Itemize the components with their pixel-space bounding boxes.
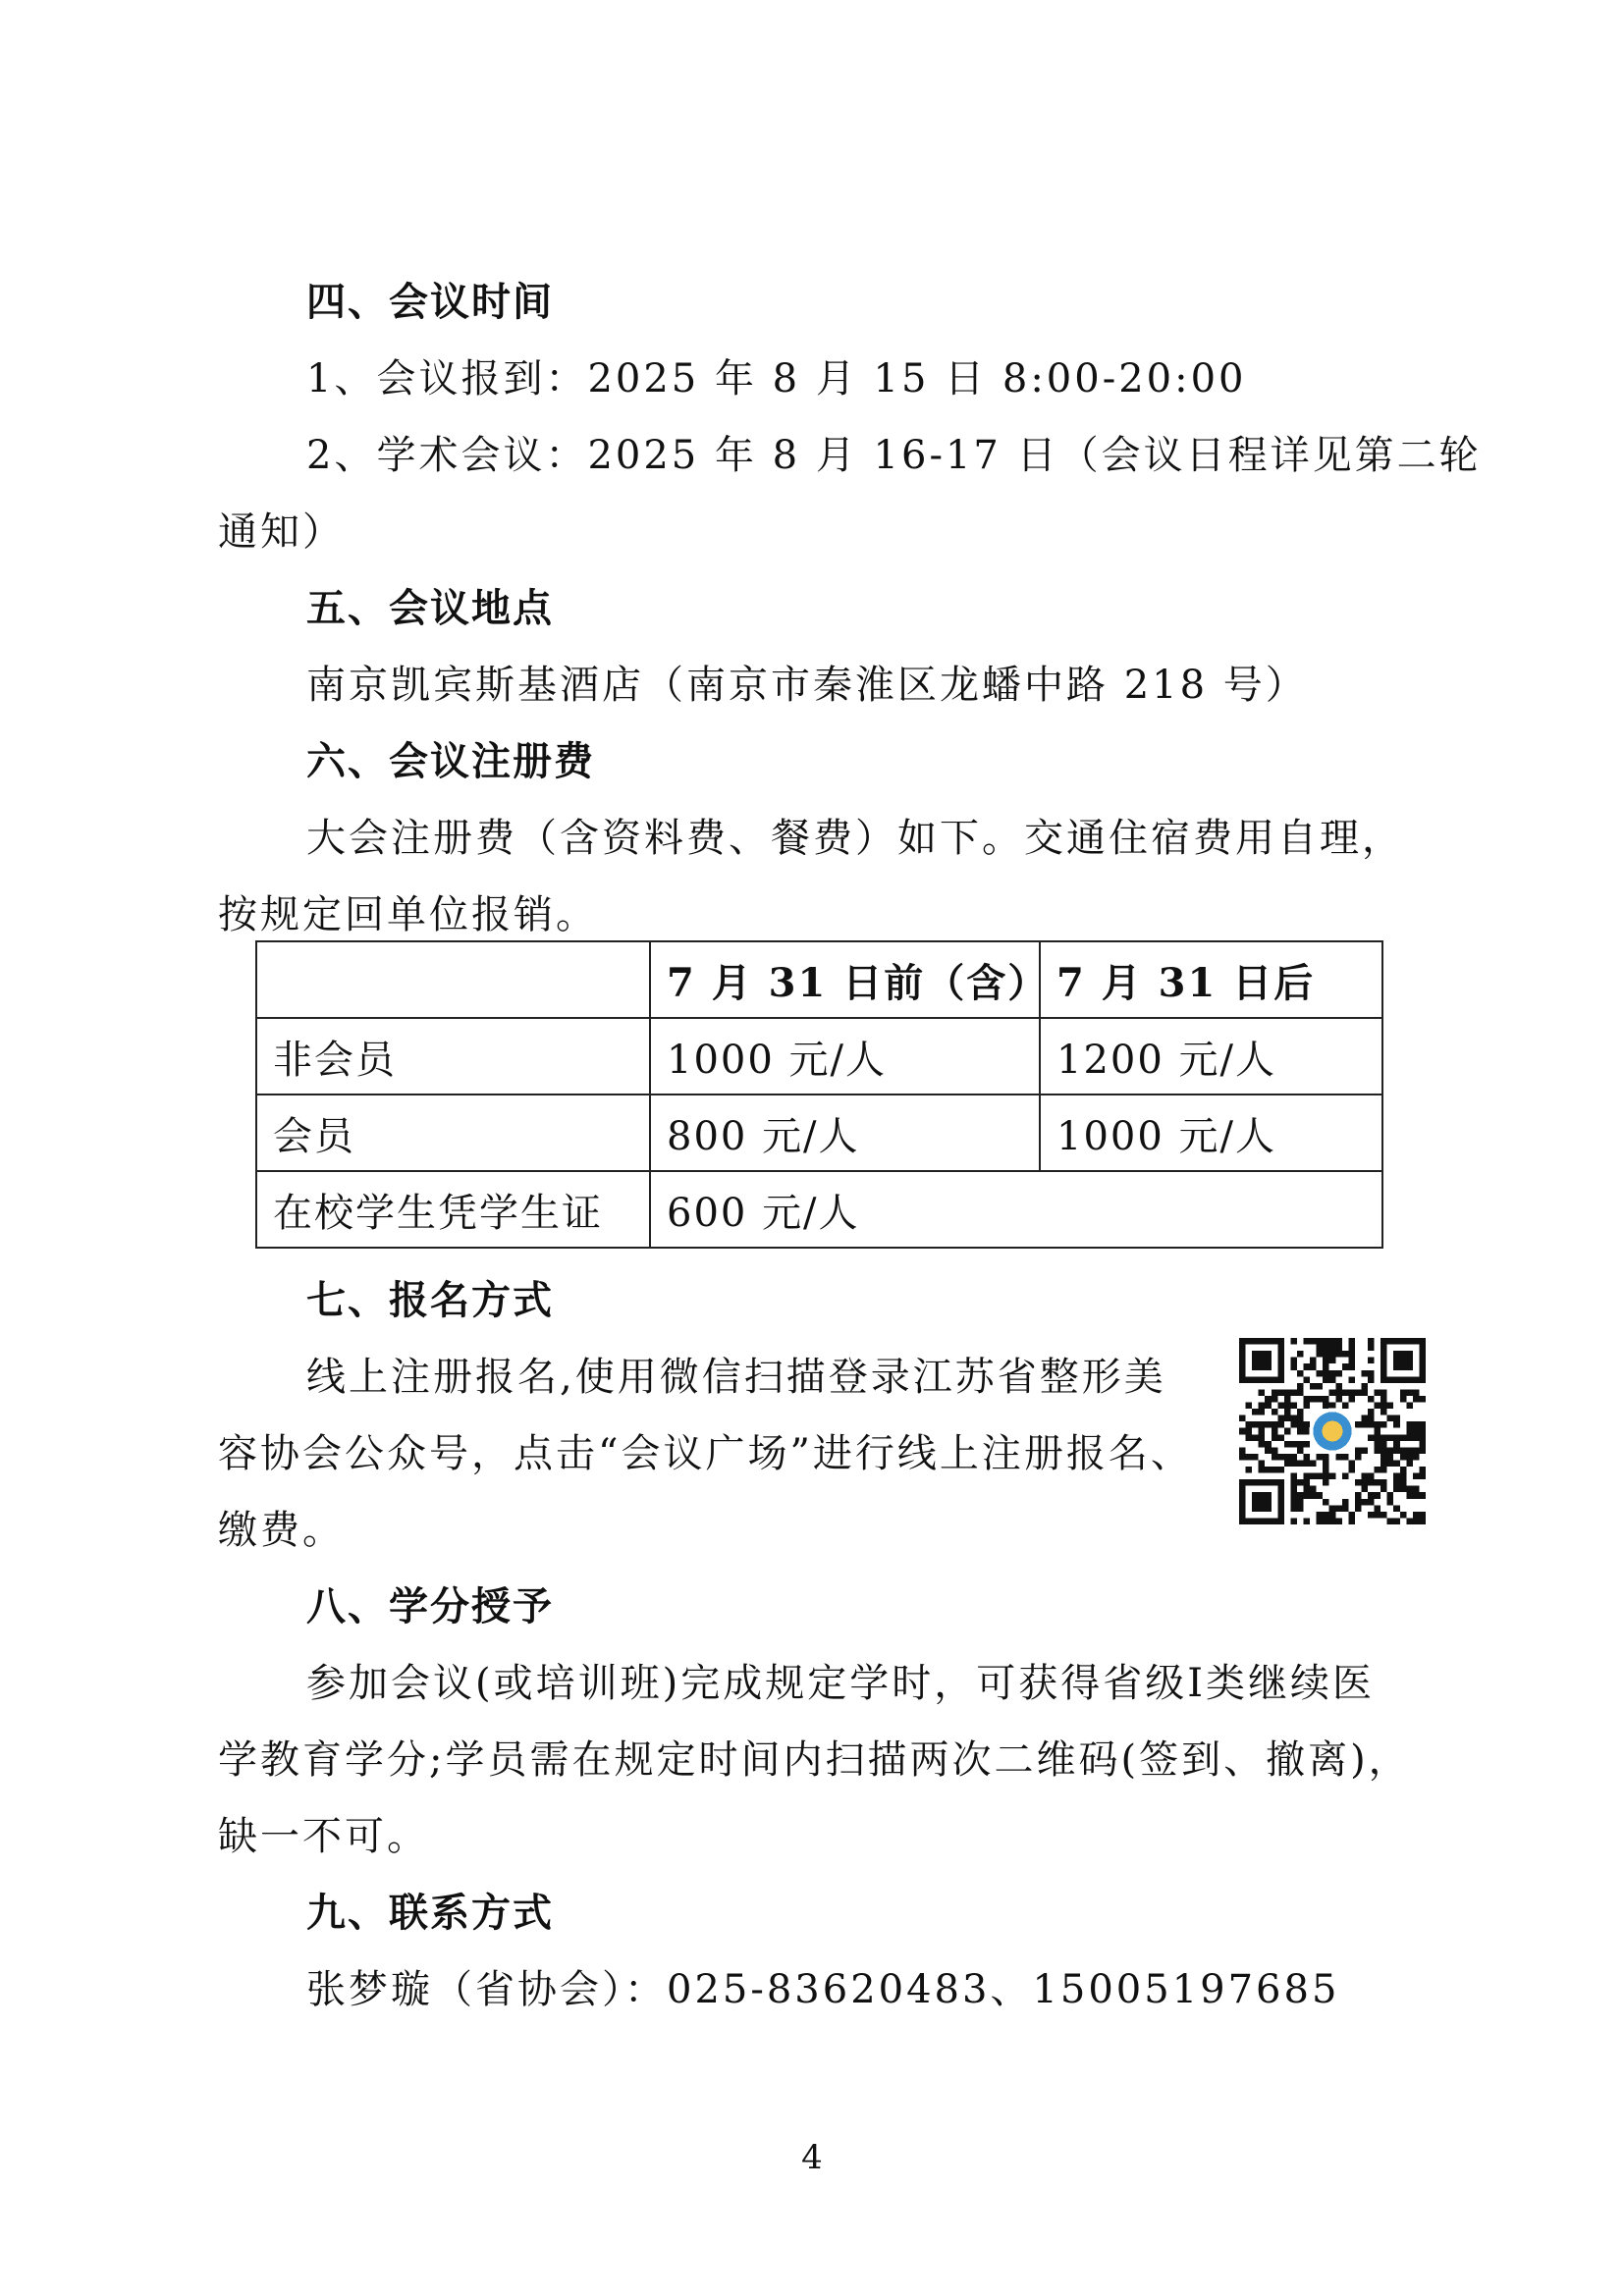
table-row (256, 1095, 1382, 1171)
fee-row-label: 会员 (256, 1095, 650, 1171)
qr-code-icon (1239, 1338, 1426, 1524)
fee-description-line-2: 按规定回单位报销。 (218, 892, 598, 937)
section-4-item-1: 1、会议报到：2025 年 8 月 15 日 8:00-20:00 (306, 356, 1247, 401)
fee-table-header-before: 7 月 31 日前（含） (650, 941, 1040, 1018)
fee-table-header-empty (256, 941, 650, 1018)
fee-row-after: 1000 元/人 (1040, 1095, 1382, 1171)
registration-line-1: 线上注册报名,使用微信扫描登录江苏省整形美 (306, 1355, 1166, 1400)
fee-description-line-1: 大会注册费（含资料费、餐费）如下。交通住宿费用自理， (306, 816, 1404, 861)
credit-line-3: 缺一不可。 (218, 1814, 429, 1859)
section-7-heading: 七、报名方式 (306, 1277, 554, 1323)
section-4-item-2-line-1: 2、学术会议：2025 年 8 月 16-17 日（会议日程详见第二轮 (306, 433, 1482, 478)
fee-row-before: 1000 元/人 (650, 1018, 1040, 1095)
venue-text: 南京凯宾斯基酒店（南京市秦淮区龙蟠中路 218 号） (306, 663, 1308, 708)
fee-row-after: 1200 元/人 (1040, 1018, 1382, 1095)
table-row (256, 1018, 1382, 1095)
section-8-heading: 八、学分授予 (306, 1583, 554, 1629)
fee-table-header-row (256, 941, 1382, 1018)
page-number: 4 (801, 2138, 823, 2177)
section-6-heading: 六、会议注册费 (306, 738, 595, 784)
contact-text: 张梦璇（省协会）：025-83620483、15005197685 (306, 1967, 1340, 2012)
credit-line-1: 参加会议(或培训班)完成规定学时，可获得省级Ⅰ类继续医 (306, 1661, 1376, 1706)
fee-table (255, 940, 1383, 1249)
registration-line-2: 容协会公众号，点击“会议广场”进行线上注册报名、 (218, 1431, 1193, 1476)
credit-line-2: 学教育学分;学员需在规定时间内扫描两次二维码(签到、撤离)， (218, 1737, 1411, 1783)
table-row (256, 1171, 1382, 1248)
section-4-item-2-line-2: 通知） (218, 509, 345, 555)
fee-row-label: 非会员 (256, 1018, 650, 1095)
registration-line-3: 缴费。 (218, 1508, 345, 1553)
section-4-heading: 四、会议时间 (306, 279, 554, 325)
fee-row-label: 在校学生凭学生证 (256, 1171, 650, 1248)
fee-table-header-after: 7 月 31 日后 (1040, 941, 1382, 1018)
section-9-heading: 九、联系方式 (306, 1890, 554, 1936)
fee-row-price: 600 元/人 (650, 1171, 1382, 1248)
section-5-heading: 五、会议地点 (306, 585, 554, 631)
fee-row-before: 800 元/人 (650, 1095, 1040, 1171)
